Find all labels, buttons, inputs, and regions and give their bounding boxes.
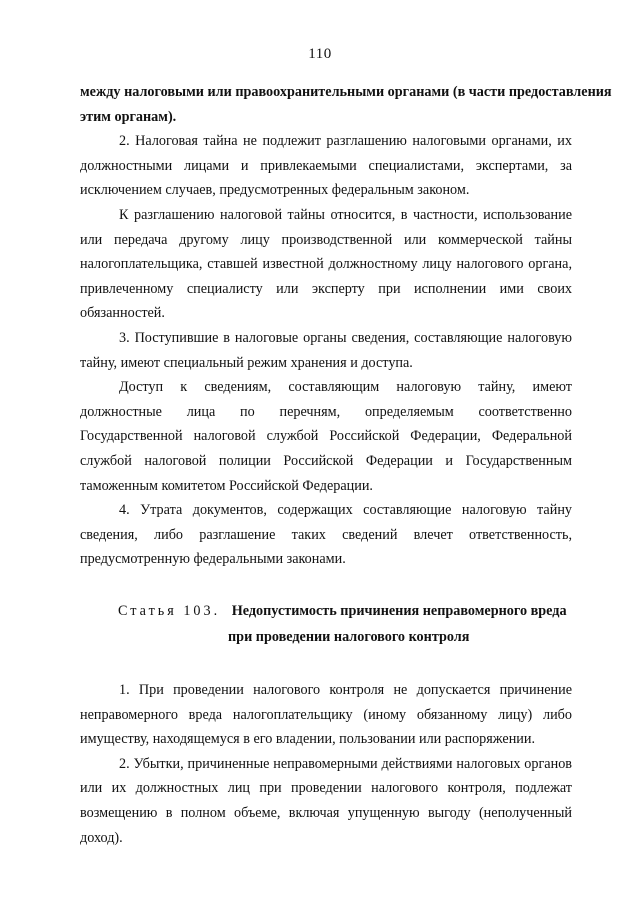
article-heading — [80, 598, 572, 650]
article-paragraph-2: 2. Убытки, причиненные неправомерными действиями налоговых органов или их должностных лиц при проведении налогового контроля, подлежат возмещению в полном объеме, включая упущенную выгоду (неполученный доход). — [80, 755, 572, 846]
paragraph-5: 4. Утрата документов, содержащих составляющие налоговую тайну сведения, либо разглашение таких сведений влечет ответственность, предусмотренную федеральными законами. — [80, 502, 572, 568]
article-paragraph-1: 1. При проведении налогового контроля не допускается причинение неправомерного вреда налогоплательщику (иному обязанному лицу) либо имуществу, находящемуся в его владении, пользовании или распоряжении. — [80, 682, 572, 748]
paragraph-continuation-line1: между налоговыми или правоохранительными органами (в части предоставления — [80, 84, 612, 100]
text-block-bottom — [80, 678, 572, 850]
paragraph-2: К разглашению налоговой тайны относится, в частности, использование или передача другому лицу производственной или коммерческой тайны налогоплательщика, ставшей известной должностному лицу налогового органа, привлеченному специалисту или эксперту при исполнении ими своих обязанностей. — [80, 206, 572, 322]
article-label: Статья 103. — [118, 603, 221, 619]
article-title-line2: при проведении налогового контроля — [228, 629, 470, 645]
page-number: 110 — [308, 46, 332, 62]
paragraph-1: 2. Налоговая тайна не подлежит разглашению налоговыми органами, их должностными лицами и привлекаемыми специалистами, экспертами, за исключением случаев, предусмотренных федеральным законом. — [80, 133, 572, 199]
text-block-top — [80, 80, 612, 572]
paragraph-continuation-line2: этим органам). — [80, 108, 177, 125]
paragraph-4: Доступ к сведениям, составляющим налоговую тайну, имеют должностные лица по перечням, определяемым соответственно Государственной налоговой службой Российской Федерации, Федеральной службой налоговой полиции Российской Федерации и Государственным таможенным комитетом Российской Федерации. — [80, 379, 572, 494]
article-title-line1: Недопустимость причинения неправомерного вреда — [231, 603, 567, 619]
paragraph-3: 3. Поступившие в налоговые органы сведения, составляющие налоговую тайну, имеют специальный режим хранения и доступа. — [80, 329, 572, 371]
